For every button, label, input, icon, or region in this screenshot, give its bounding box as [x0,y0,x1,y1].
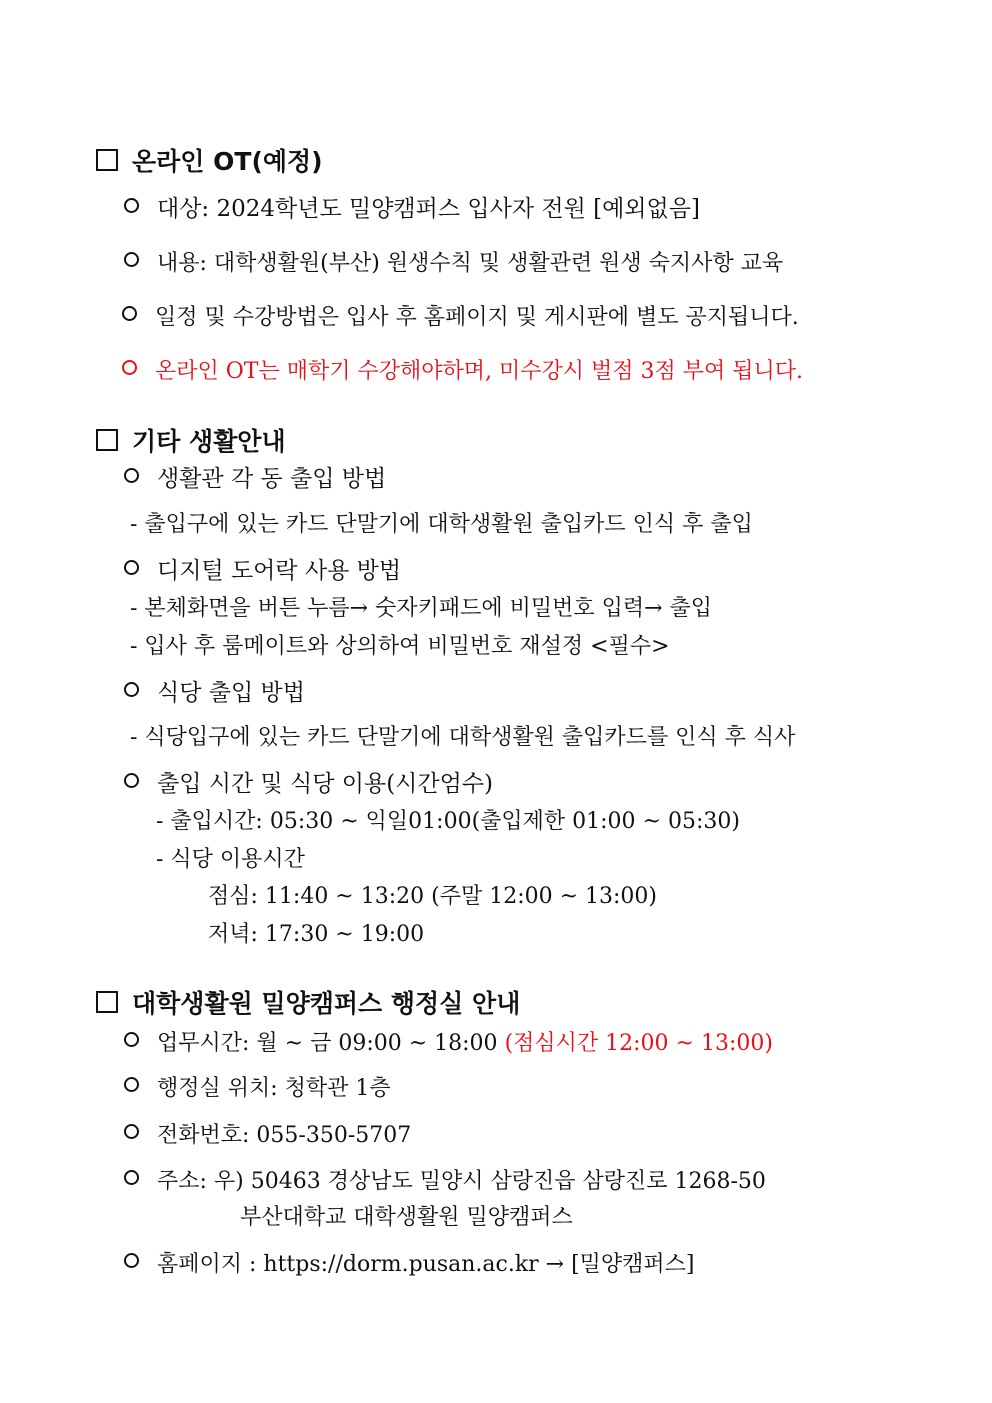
hours-title: 출입 시간 및 식당 이용(시간엄수) [124,773,493,796]
section-heading-office [96,984,520,1020]
ot-schedule: 일정 및 수강방법은 입사 후 홈페이지 및 게시판에 별도 공지됩니다. [122,306,799,329]
office-location: 행정실 위치: 청학관 1층 [124,1077,391,1100]
office-phone: 전화번호: 055-350-5707 [124,1124,411,1147]
bullet-circle-icon [124,252,139,267]
bullet-circle-icon [124,468,139,483]
lunch-hours: 점심: 11:40 ~ 13:20 (주말 12:00 ~ 13:00) [208,884,658,909]
office-homepage [124,1253,695,1276]
section-title-ot: 온라인 OT(예정) [132,147,323,176]
ot-penalty-notice: 온라인 OT는 매학기 수강해야하며, 미수강시 벌점 3점 부여 됩니다. [122,360,803,383]
cafeteria-detail: - 식당입구에 있는 카드 단말기에 대학생활원 출입카드를 인식 후 식사 [130,725,796,750]
door-lock-detail-1: - 본체화면을 버튼 누름→ 숫자키패드에 비밀번호 입력→ 출입 [130,596,713,621]
checkbox-square-icon [96,149,118,171]
entry-method-title: 생활관 각 동 출입 방법 [124,468,386,491]
ot-target: 대상: 2024학년도 밀양캠퍼스 입사자 전원 [예외없음] [124,198,700,221]
office-hours: 업무시간: 월 ~ 금 09:00 ~ 18:00 (점심시간 12:00 ~ 13:00) [124,1032,773,1055]
bullet-circle-icon [124,560,139,575]
bullet-circle-icon [124,1253,139,1268]
bullet-circle-icon [124,198,139,213]
section-heading-ot [96,142,323,178]
bullet-circle-icon [124,1124,139,1139]
section-title-etc: 기타 생활안내 [132,427,286,456]
entry-hours: - 출입시간: 05:30 ~ 익일01:00(출입제한 01:00 ~ 05:30) [156,809,740,834]
door-lock-title: 디지털 도어락 사용 방법 [124,560,401,583]
dinner-hours: 저녁: 17:30 ~ 19:00 [208,922,425,947]
bullet-circle-icon [122,360,137,375]
section-heading-etc [96,422,286,458]
office-address: 주소: 우) 50463 경상남도 밀양시 삼랑진읍 삼랑진로 1268-50 [124,1170,766,1193]
cafeteria-title: 식당 출입 방법 [124,682,305,705]
entry-method-detail: - 출입구에 있는 카드 단말기에 대학생활원 출입카드 인식 후 출입 [130,512,753,537]
office-address-line-2: 부산대학교 대학생활원 밀양캠퍼스 [240,1205,573,1230]
lunch-break-note: (점심시간 12:00 ~ 13:00) [504,1031,773,1056]
bullet-circle-icon [122,306,137,321]
checkbox-square-icon [96,991,118,1013]
bullet-circle-icon [124,1077,139,1092]
section-title-office: 대학생활원 밀양캠퍼스 행정실 안내 [132,989,521,1018]
bullet-circle-icon [124,1032,139,1047]
bullet-circle-icon [124,773,139,788]
checkbox-square-icon [96,429,118,451]
bullet-circle-icon [124,682,139,697]
ot-content: 내용: 대학생활원(부산) 원생수칙 및 생활관련 원생 숙지사항 교육 [124,252,783,275]
door-lock-detail-2: - 입사 후 룸메이트와 상의하여 비밀번호 재설정 <필수> [130,634,670,659]
homepage-link[interactable]: 홈페이지 : https://dorm.pusan.ac.kr → [밀양캠퍼스] [157,1252,695,1277]
bullet-circle-icon [124,1170,139,1185]
meal-hours-title: - 식당 이용시간 [156,847,305,872]
